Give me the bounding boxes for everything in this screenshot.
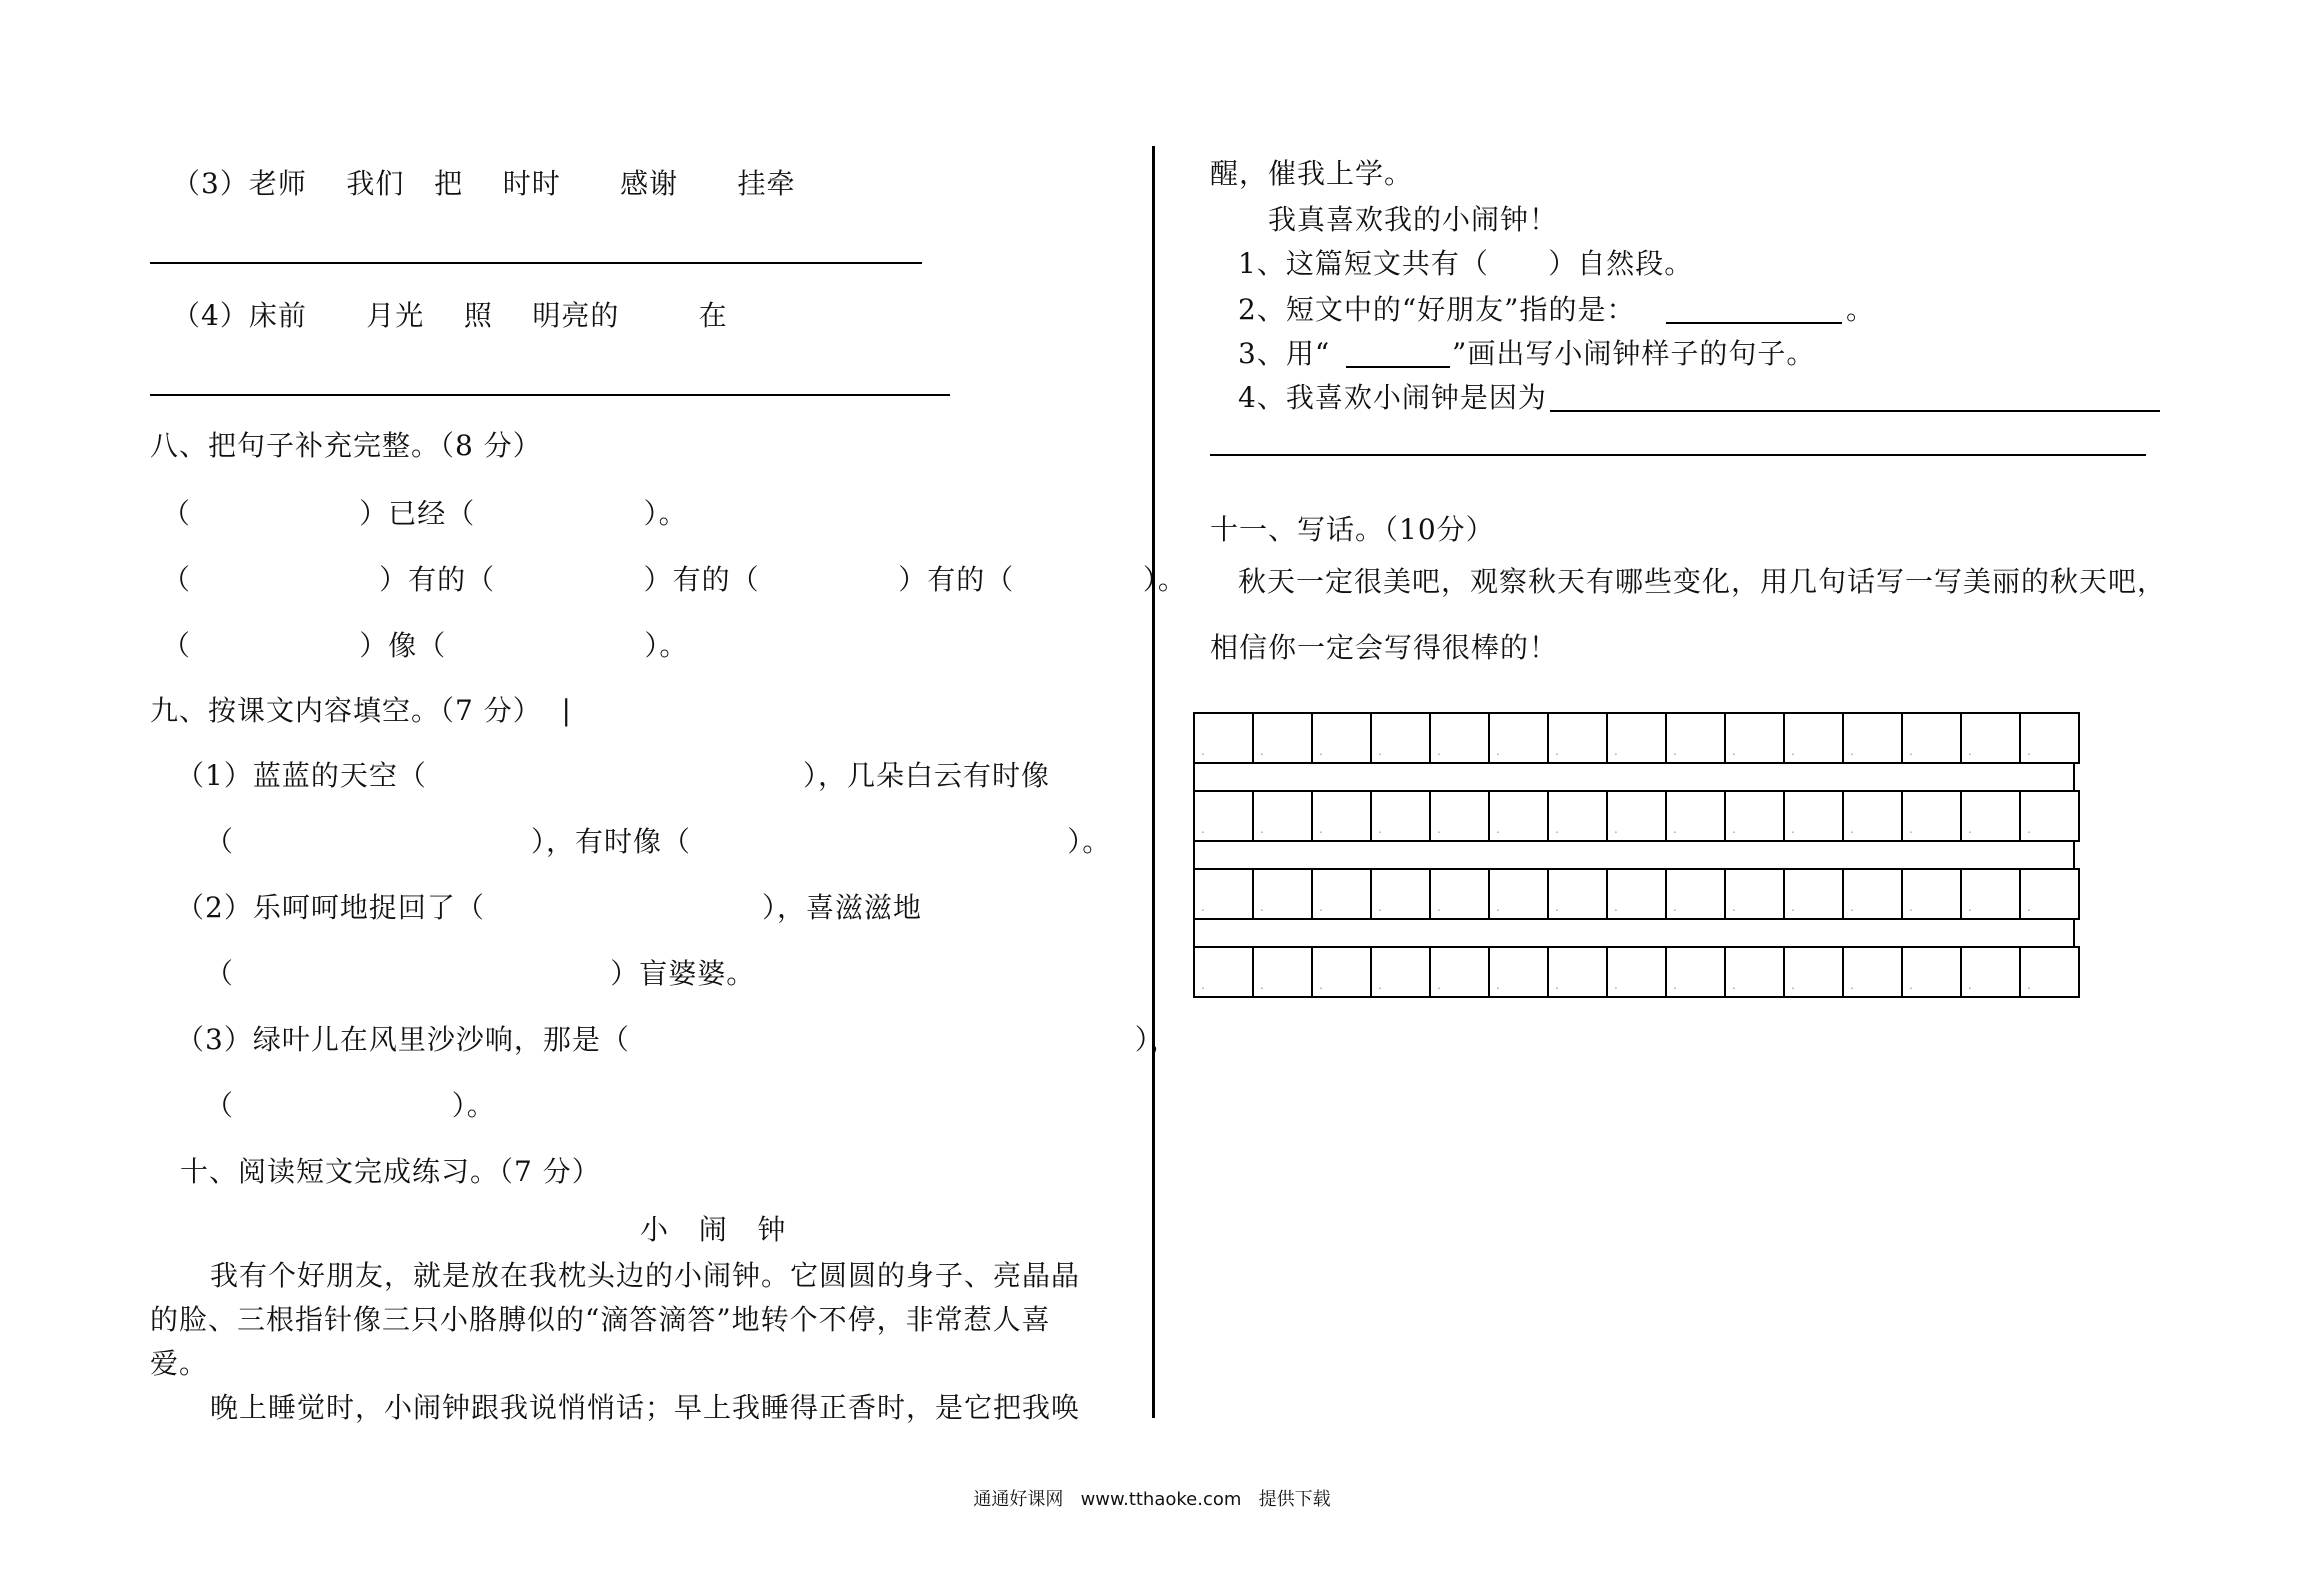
writing-grid-cell[interactable] (1313, 714, 1372, 762)
writing-grid-cell[interactable] (1608, 948, 1667, 996)
section-9-title: 九、按课文内容填空。（7 分） | (150, 694, 572, 727)
writing-grid-cell[interactable] (1254, 714, 1313, 762)
story-title: 小 闹 钟 (640, 1213, 787, 1246)
writing-grid-row (1193, 790, 2080, 842)
writing-grid-cell[interactable] (1549, 870, 1608, 918)
question-3-start: 3、用“ (1238, 337, 1331, 370)
writing-grid-cell[interactable] (1431, 870, 1490, 918)
writing-grid-row (1193, 946, 2080, 998)
writing-grid-cell[interactable] (1844, 714, 1903, 762)
story-paragraph-2-line-1: 晚上睡觉时，小闹钟跟我说悄悄话；早上我睡得正香时，是它把我唤 (210, 1391, 1081, 1424)
writing-grid-cell[interactable] (1431, 714, 1490, 762)
writing-grid-cell[interactable] (1608, 714, 1667, 762)
writing-grid-cell[interactable] (1667, 948, 1726, 996)
writing-grid-cell[interactable] (1490, 714, 1549, 762)
answer-line[interactable] (150, 262, 922, 264)
writing-grid-cell[interactable] (2021, 792, 2080, 840)
writing-grid-spacer (1193, 842, 2075, 868)
writing-grid-cell[interactable] (2021, 714, 2080, 762)
writing-grid-cell[interactable] (1195, 870, 1254, 918)
writing-grid-cell[interactable] (1549, 948, 1608, 996)
writing-grid-cell[interactable] (1313, 870, 1372, 918)
sentence-8-3: （ ）像（ ）。 (162, 629, 689, 662)
question-1: 1、这篇短文共有（ ）自然段。 (1238, 247, 1694, 280)
writing-grid-cell[interactable] (1962, 714, 2021, 762)
writing-grid-cell[interactable] (1667, 792, 1726, 840)
fill-9-3a: （3）绿叶儿在风里沙沙响，那是（ ）， (176, 1023, 1179, 1056)
sentence-8-1: （ ）已经（ ）。 (162, 497, 688, 530)
writing-grid-row (1193, 712, 2080, 764)
writing-grid-cell[interactable] (1313, 792, 1372, 840)
answer-line[interactable] (1210, 454, 2146, 456)
writing-grid-cell[interactable] (1372, 714, 1431, 762)
writing-grid-cell[interactable] (1726, 948, 1785, 996)
writing-grid-cell[interactable] (1313, 948, 1372, 996)
writing-grid-cell[interactable] (1726, 792, 1785, 840)
question-3-end: ”画出写小闹钟样子的句子。 (1452, 337, 1816, 370)
writing-grid-cell[interactable] (2021, 870, 2080, 918)
writing-grid-cell[interactable] (1372, 870, 1431, 918)
writing-grid-cell[interactable] (1726, 870, 1785, 918)
writing-grid-cell[interactable] (1608, 792, 1667, 840)
writing-grid-spacer (1193, 920, 2075, 946)
writing-grid-cell[interactable] (1549, 714, 1608, 762)
writing-grid-cell[interactable] (1903, 948, 1962, 996)
fill-9-2a: （2）乐呵呵地捉回了（ ），喜滋滋地 (176, 891, 923, 924)
writing-grid-cell[interactable] (1726, 714, 1785, 762)
writing-grid-row (1193, 868, 2080, 920)
writing-grid-cell[interactable] (2021, 948, 2080, 996)
writing-grid-cell[interactable] (1785, 714, 1844, 762)
writing-grid-cell[interactable] (1372, 948, 1431, 996)
footer-credit: 通通好课网 www.tthaoke.com 提供下载 (973, 1489, 1331, 1510)
writing-grid-cell[interactable] (1195, 792, 1254, 840)
answer-line[interactable] (150, 394, 950, 396)
column-divider (1152, 146, 1155, 1418)
section-10-title: 十、阅读短文完成练习。（7 分） (180, 1155, 601, 1188)
story-paragraph-1-line-2: 的脸、三根指针像三只小胳膊似的“滴答滴答”地转个不停，非常惹人喜 (150, 1303, 1051, 1336)
writing-grid-cell[interactable] (1490, 870, 1549, 918)
fill-9-2b: （ ）盲婆婆。 (205, 957, 756, 990)
fill-9-1a: （1）蓝蓝的天空（ ），几朵白云有时像 (176, 759, 1051, 792)
writing-prompt-line-2: 相信你一定会写得很棒的！ (1210, 631, 1559, 664)
story-paragraph-2-line-2: 醒，催我上学。 (1210, 157, 1414, 190)
fill-9-3b: （ ）。 (205, 1089, 496, 1122)
writing-grid-cell[interactable] (1962, 792, 2021, 840)
writing-grid-cell[interactable] (1962, 870, 2021, 918)
writing-grid-cell[interactable] (1549, 792, 1608, 840)
answer-line[interactable] (1666, 322, 1842, 324)
writing-grid-cell[interactable] (1431, 948, 1490, 996)
writing-grid-cell[interactable] (1785, 870, 1844, 918)
section-11-title: 十一、写话。（10分） (1210, 513, 1495, 546)
writing-grid-cell[interactable] (1254, 948, 1313, 996)
question-2-end: 。 (1846, 293, 1876, 326)
underline-sample (1346, 366, 1450, 368)
fill-9-1b: （ ），有时像（ ）。 (205, 825, 1112, 858)
writing-grid-cell[interactable] (1667, 870, 1726, 918)
writing-grid[interactable] (1193, 712, 2080, 998)
writing-grid-cell[interactable] (1372, 792, 1431, 840)
writing-grid-cell[interactable] (1490, 792, 1549, 840)
sentence-8-2: （ ）有的（ ）有的（ ）有的（ ）。 (162, 563, 1187, 596)
story-paragraph-3: 我真喜欢我的小闹钟！ (1268, 203, 1559, 236)
writing-grid-cell[interactable] (1667, 714, 1726, 762)
question-4: 4、我喜欢小闹钟是因为 (1238, 381, 1547, 414)
writing-grid-cell[interactable] (1195, 948, 1254, 996)
answer-line[interactable] (1550, 410, 2160, 412)
writing-grid-cell[interactable] (1844, 792, 1903, 840)
writing-grid-spacer (1193, 764, 2075, 790)
q7-item-3: （3）老师 我们 把 时时 感谢 挂牵 (172, 167, 796, 200)
writing-grid-cell[interactable] (1903, 870, 1962, 918)
story-paragraph-1-line-3: 爱。 (150, 1347, 209, 1380)
story-paragraph-1-line-1: 我有个好朋友，就是放在我枕头边的小闹钟。它圆圆的身子、亮晶晶 (210, 1259, 1081, 1292)
writing-grid-cell[interactable] (1844, 948, 1903, 996)
writing-grid-cell[interactable] (1254, 792, 1313, 840)
writing-grid-cell[interactable] (1195, 714, 1254, 762)
writing-grid-cell[interactable] (1962, 948, 2021, 996)
writing-grid-cell[interactable] (1608, 870, 1667, 918)
section-8-title: 八、把句子补充完整。（8 分） (150, 429, 542, 462)
writing-prompt-line-1: 秋天一定很美吧，观察秋天有哪些变化，用几句话写一写美丽的秋天吧， (1238, 565, 2167, 598)
question-2: 2、短文中的“好朋友”指的是： (1238, 293, 1636, 326)
q7-item-4: （4）床前 月光 照 明亮的 在 (172, 299, 728, 332)
writing-grid-cell[interactable] (1903, 792, 1962, 840)
writing-grid-cell[interactable] (1431, 792, 1490, 840)
writing-grid-cell[interactable] (1903, 714, 1962, 762)
writing-grid-cell[interactable] (1254, 870, 1313, 918)
writing-grid-cell[interactable] (1785, 792, 1844, 840)
writing-grid-cell[interactable] (1785, 948, 1844, 996)
writing-grid-cell[interactable] (1490, 948, 1549, 996)
writing-grid-cell[interactable] (1844, 870, 1903, 918)
